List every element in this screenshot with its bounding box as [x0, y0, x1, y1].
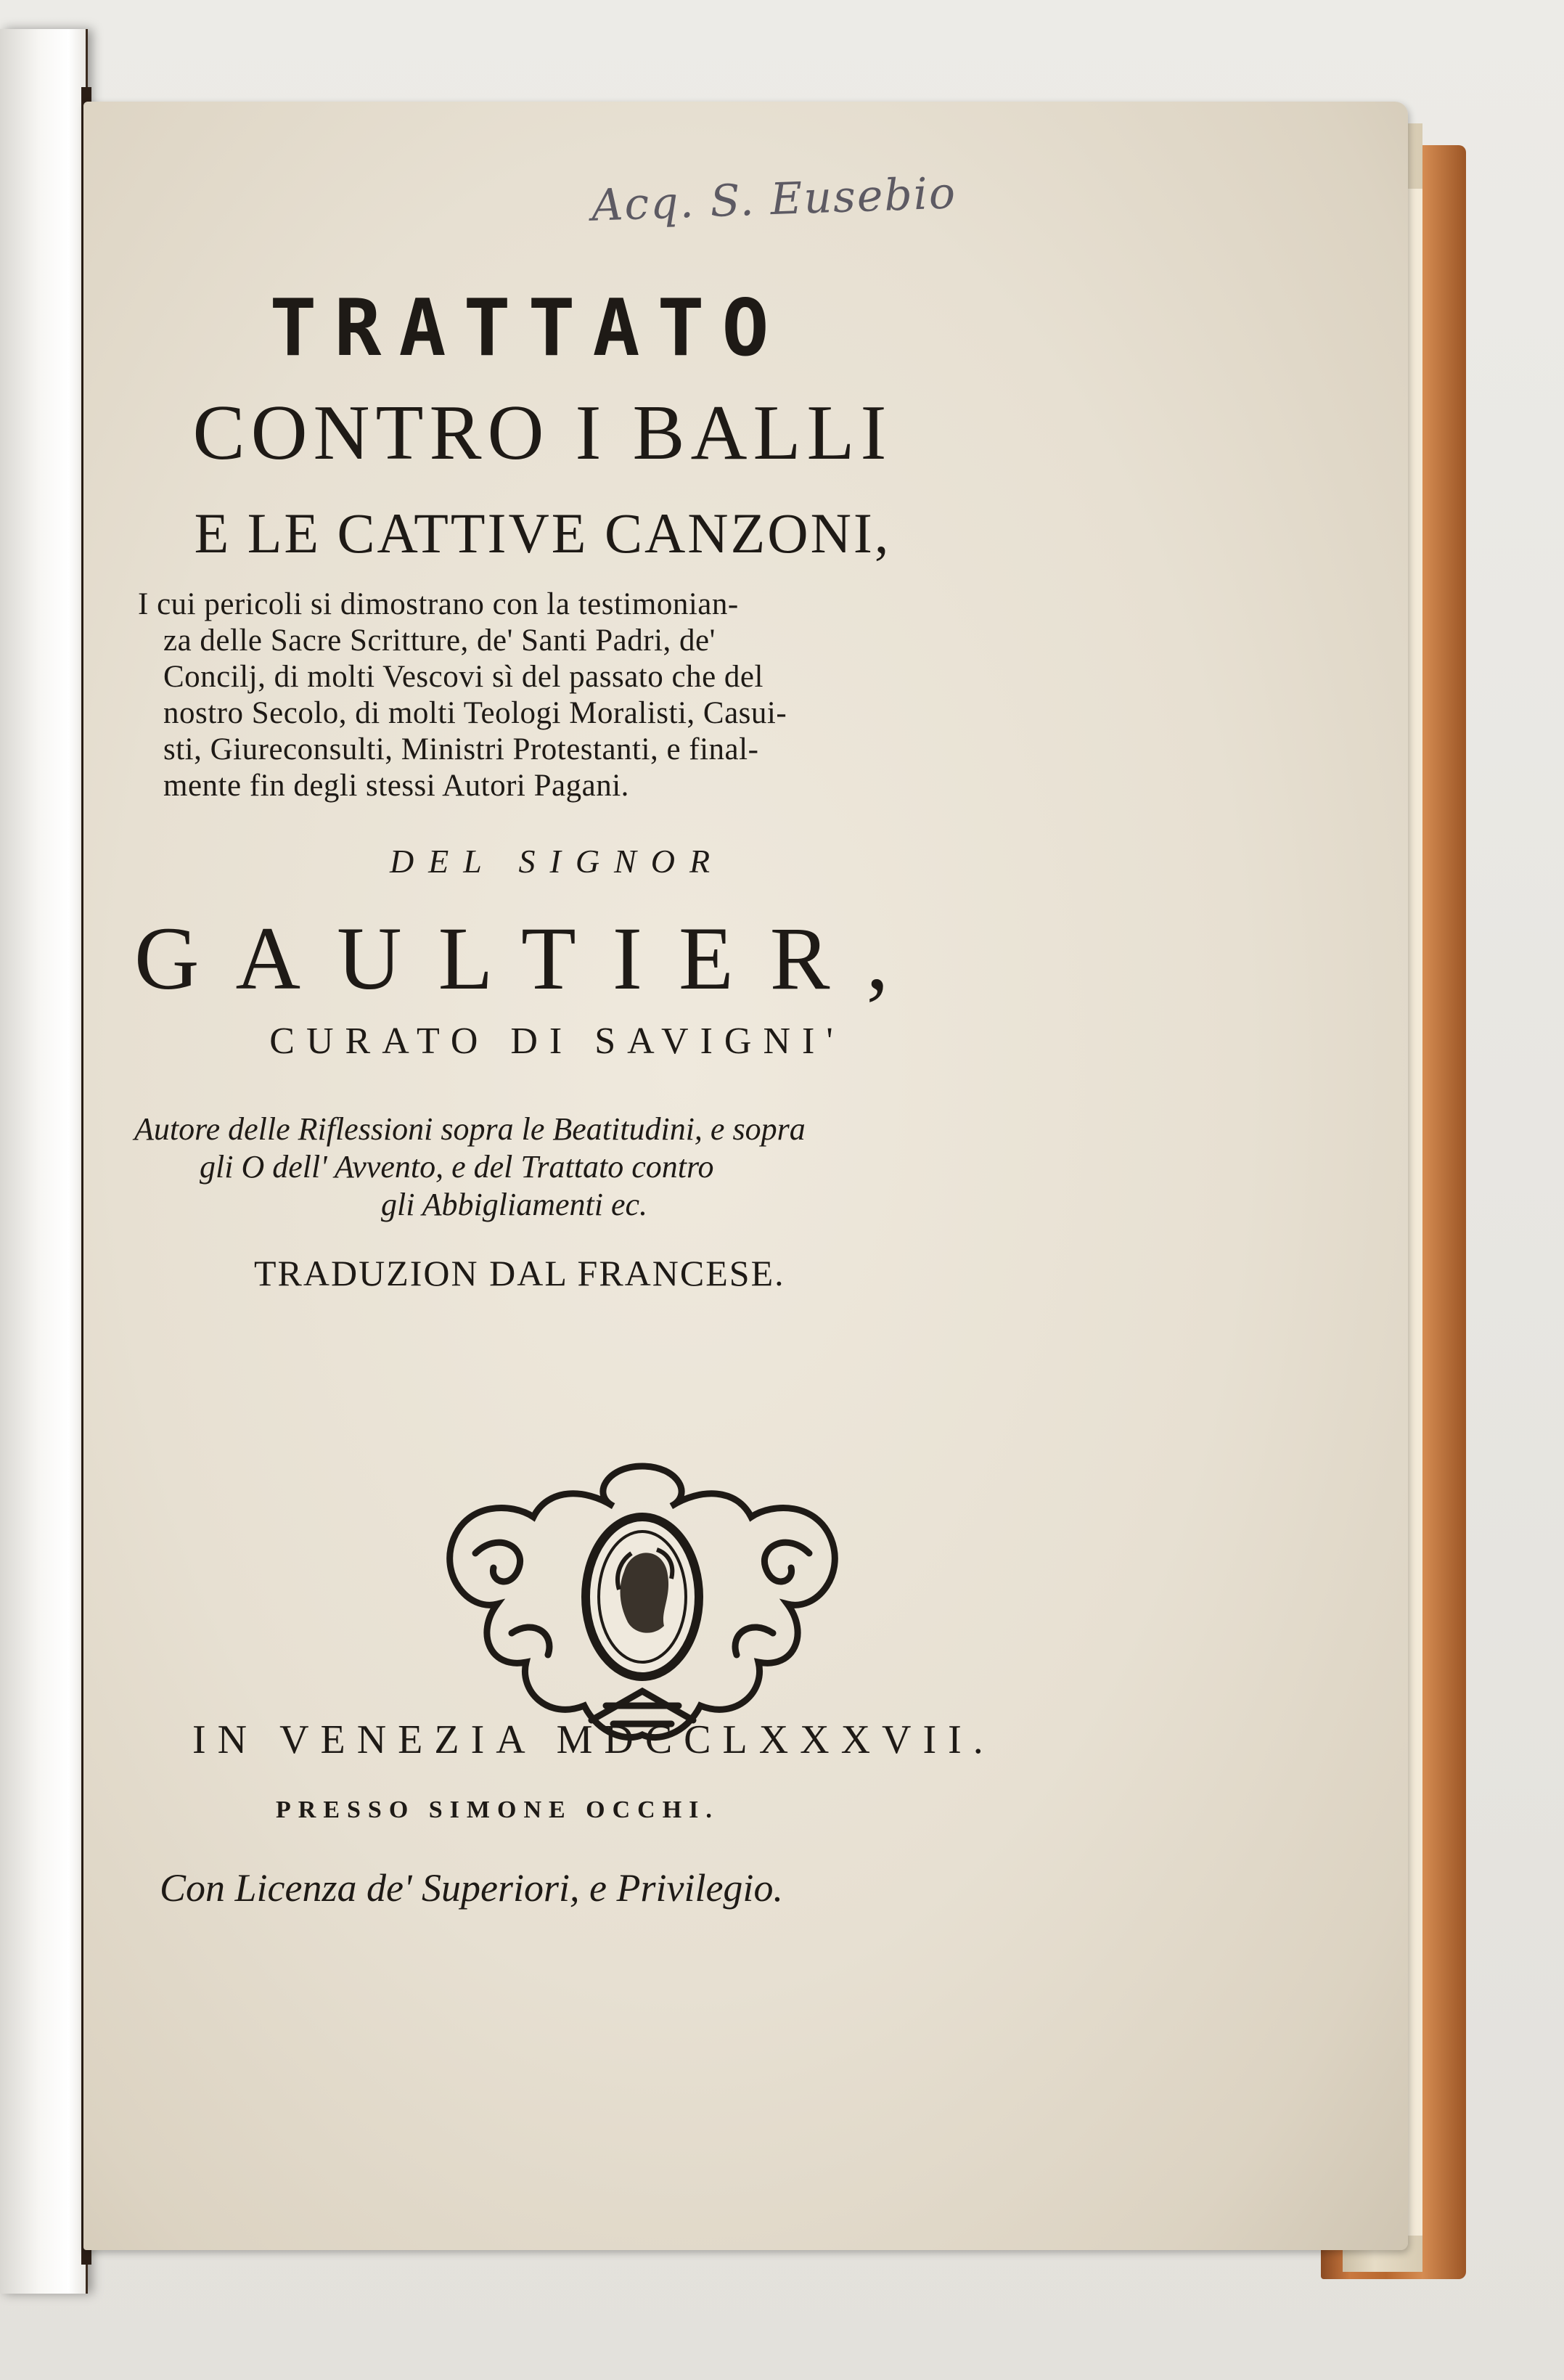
imprint-place-date: IN VENEZIA MDCCLXXXVII. — [192, 1717, 995, 1762]
translation-note: TRADUZION DAL FRANCESE. — [254, 1253, 785, 1293]
title-page — [83, 102, 1408, 2250]
handwritten-inscription: Acq. S. Eusebio — [590, 168, 958, 232]
printer-ornament-image — [425, 1444, 860, 1764]
imprint-printer: PRESSO SIMONE OCCHI. — [276, 1796, 719, 1823]
description-line: nostro Secolo, di molti Teologi Moralisti, Casui- — [163, 696, 787, 730]
works-line: Autore delle Riflessioni sopra le Beatitudini, e sopra — [134, 1111, 806, 1147]
author-prefix: DEL SIGNOR — [389, 843, 725, 880]
imprint-license: Con Licenza de' Superiori, e Privilegio. — [160, 1866, 783, 1910]
works-line: gli O dell' Avvento, e del Trattato contro — [200, 1149, 714, 1185]
author-role: CURATO DI SAVIGNI' — [269, 1021, 845, 1062]
description-line: sti, Giureconsulti, Ministri Protestanti, e final- — [163, 732, 759, 766]
description-line: mente fin degli stessi Autori Pagani. — [163, 769, 629, 803]
description-line: I cui pericoli si dimostrano con la testimonian- — [138, 587, 739, 621]
description-line: za delle Sacre Scritture, de' Santi Padri, de' — [163, 623, 716, 658]
facing-page — [0, 29, 88, 2294]
author-name: GAULTIER, — [134, 909, 925, 1008]
description-line: Concilj, di molti Vescovi sì del passato che del — [163, 660, 763, 694]
works-line: gli Abbigliamenti ec. — [381, 1187, 648, 1222]
title-line-3: E LE CATTIVE CANZONI, — [194, 502, 891, 565]
title-line-2: CONTRO I BALLI — [192, 390, 893, 476]
title-line-1: TRATTATO — [269, 283, 787, 374]
